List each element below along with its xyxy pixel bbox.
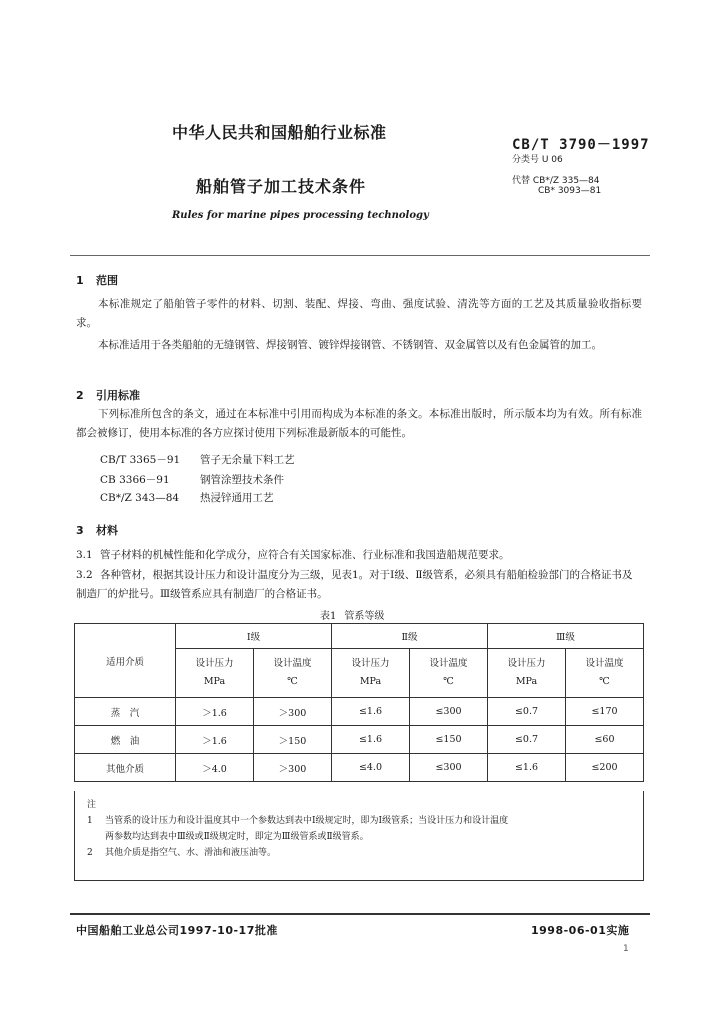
- reference-item: [100, 472, 284, 487]
- table-row: [75, 754, 644, 782]
- clause-3-2: [76, 566, 642, 604]
- medium-cell: 蒸 汽: [75, 698, 176, 726]
- section-1-heading: [76, 272, 118, 288]
- grade-header: Ⅱ级: [332, 624, 488, 649]
- pressure-unit: MPa: [359, 676, 382, 687]
- clause-number: 3.1: [76, 549, 93, 561]
- value-cell: ≤200: [566, 754, 644, 782]
- temperature-label: 设计温度: [429, 658, 468, 669]
- section-2-heading: [76, 387, 140, 403]
- note-2: [87, 845, 633, 861]
- value-cell: ≤1.6: [488, 754, 566, 782]
- pressure-label: 设计压力: [507, 658, 546, 669]
- value-cell: ≤4.0: [332, 754, 410, 782]
- page-number: 1: [623, 944, 629, 954]
- column-header-medium: 适用介质: [75, 624, 176, 698]
- section-3-heading: [76, 522, 118, 538]
- temperature-label: 设计温度: [273, 658, 312, 669]
- value-cell: ＞4.0: [176, 754, 254, 782]
- value-cell: ≤300: [410, 698, 488, 726]
- standard-code: CB/T 3790－1997: [512, 137, 650, 153]
- medium-cell: 其他介质: [75, 754, 176, 782]
- table-row: [75, 726, 644, 754]
- table-number: 表1: [320, 611, 337, 622]
- section-number: 3: [76, 524, 84, 537]
- temperature-unit: ℃: [443, 676, 454, 687]
- reference-item: [100, 452, 295, 467]
- section-title: 引用标准: [96, 389, 140, 402]
- temperature-unit: ℃: [287, 676, 298, 687]
- pressure-label: 设计压力: [195, 658, 234, 669]
- value-cell: ＞300: [254, 754, 332, 782]
- section-1-paragraph-1: 本标准规定了船舶管子零件的材料、切割、装配、焊接、弯曲、强度试验、清洗等方面的工艺及其质量验收指标要求。: [76, 298, 642, 329]
- clause-text: 管子材料的机械性能和化学成分，应符合有关国家标准、行业标准和我国造船规范要求。: [100, 549, 510, 561]
- table-row: [75, 698, 644, 726]
- value-cell: ≤300: [410, 754, 488, 782]
- note-1-continued: 两参数均达到表中Ⅲ级或Ⅱ级规定时，即定为Ⅲ级管系或Ⅱ级管系。: [105, 832, 369, 842]
- grade-header: Ⅰ级: [176, 624, 332, 649]
- clause-text: 各种管材，根据其设计压力和设计温度分为三级，见表1。对于Ⅰ级、Ⅱ级管系，必须具有船舶检验部门的合格证书及制造厂的炉批号。Ⅲ级管系应具有制造厂的合格证书。: [76, 569, 633, 600]
- table-title: 管系等级: [344, 611, 385, 622]
- value-cell: ＞300: [254, 698, 332, 726]
- section-number: 2: [76, 389, 84, 402]
- reference-name: 热浸锌通用工艺: [200, 492, 274, 504]
- reference-code: CB/T 3365－91: [100, 454, 181, 466]
- table-notes: [74, 791, 644, 881]
- section-1-paragraph-2: 本标准适用于各类船舶的无缝钢管、焊接钢管、镀锌焊接钢管、不锈钢管、双金属管以及有色金属管的加工。: [98, 339, 602, 351]
- replaces-line-2: CB* 3093—81: [538, 186, 602, 196]
- value-cell: ＞150: [254, 726, 332, 754]
- value-cell: ＞1.6: [176, 726, 254, 754]
- pressure-header: [488, 649, 566, 698]
- value-cell: ≤0.7: [488, 698, 566, 726]
- reference-code: CB*/Z 343—84: [100, 492, 180, 504]
- value-cell: ≤150: [410, 726, 488, 754]
- pressure-label: 设计压力: [351, 658, 390, 669]
- value-cell: ＞1.6: [176, 698, 254, 726]
- replaces-line-1: 代替 CB*/Z 335—84: [512, 176, 600, 186]
- notes-heading: 注: [87, 800, 97, 810]
- document-title: 船舶管子加工技术条件: [196, 177, 367, 196]
- note-text: 当管系的设计压力和设计温度其中一个参数达到表中Ⅰ级规定时，即为Ⅰ级管系；当设计压力和设计温度: [105, 816, 509, 826]
- section-title: 范围: [96, 274, 118, 287]
- reference-code: CB 3366－91: [100, 474, 170, 486]
- effective-date: 1998-06-01实施: [531, 924, 630, 937]
- pipe-grade-table: [74, 623, 644, 782]
- reference-name: 钢管涂塑技术条件: [200, 474, 284, 486]
- header-divider: [70, 255, 650, 256]
- pressure-header: [176, 649, 254, 698]
- clause-number: 3.2: [76, 569, 93, 581]
- note-number: 2: [87, 848, 93, 858]
- temperature-header: [566, 649, 644, 698]
- approval-line: 中国船舶工业总公司1997-10-17批准: [76, 924, 278, 937]
- pressure-unit: MPa: [515, 676, 538, 687]
- note-text: 其他介质是指空气、水、滑油和液压油等。: [105, 848, 277, 858]
- medium-cell: 燃 油: [75, 726, 176, 754]
- pressure-header: [332, 649, 410, 698]
- document-title-english: Rules for marine pipes processing technology: [172, 210, 429, 221]
- section-2-paragraph: 下列标准所包含的条文，通过在本标准中引用而构成为本标准的条文。本标准出版时，所示版本均为有效。所有标准都会被修订，使用本标准的各方应探讨使用下列标准最新版本的可能性。: [76, 408, 642, 439]
- value-cell: ≤1.6: [332, 698, 410, 726]
- table-caption: [320, 607, 384, 622]
- value-cell: ≤0.7: [488, 726, 566, 754]
- value-cell: ≤170: [566, 698, 644, 726]
- clause-3-1: [76, 546, 642, 565]
- temperature-unit: ℃: [599, 676, 610, 687]
- footer-divider: [70, 913, 650, 915]
- temperature-header: [254, 649, 332, 698]
- section-title: 材料: [96, 524, 118, 537]
- classification-number: 分类号 U 06: [512, 155, 563, 165]
- grade-header: Ⅲ级: [488, 624, 644, 649]
- pressure-unit: MPa: [203, 676, 226, 687]
- replaces-standards: [512, 173, 642, 196]
- reference-name: 管子无余量下料工艺: [200, 454, 295, 466]
- value-cell: ≤1.6: [332, 726, 410, 754]
- value-cell: ≤60: [566, 726, 644, 754]
- reference-item: [100, 490, 274, 505]
- note-1: [87, 813, 633, 829]
- note-number: 1: [87, 816, 93, 826]
- temperature-header: [410, 649, 488, 698]
- section-number: 1: [76, 274, 84, 287]
- industry-standard-heading: 中华人民共和国船舶行业标准: [172, 123, 387, 142]
- temperature-label: 设计温度: [585, 658, 624, 669]
